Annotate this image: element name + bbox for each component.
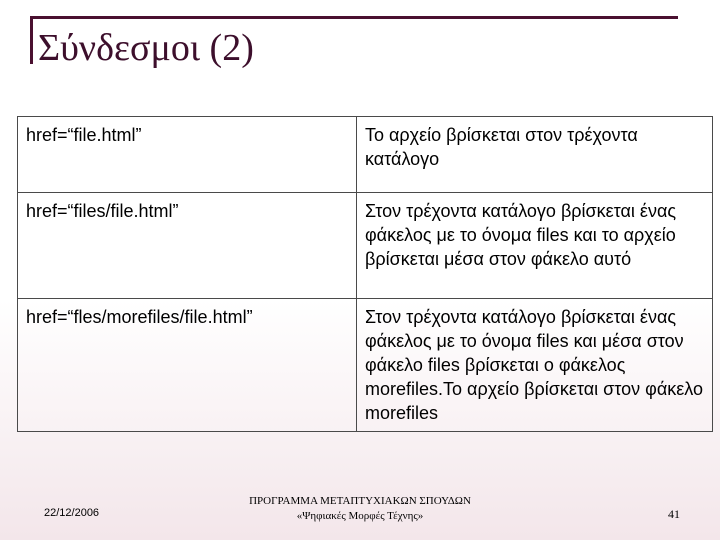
title-frame-top-rule — [30, 16, 678, 19]
page-number: 41 — [668, 507, 680, 521]
table-row — [18, 299, 713, 432]
description-cell: Στον τρέχοντα κατάλογο βρίσκεται ένας φάκελος με το όνομα files και μέσα στον φάκελο files βρίσκεται ο φάκελος morefiles.Το αρχείο βρίσκεται στον φάκελο morefiles — [357, 299, 713, 432]
path-cell: href=“fles/morefiles/file.html” — [18, 299, 357, 432]
table-row — [18, 193, 713, 299]
table-row — [18, 117, 713, 193]
path-cell: href=“files/file.html” — [18, 193, 357, 299]
footer-program-title: ΠΡΟΓΡΑΜΜΑ ΜΕΤΑΠΤΥΧΙΑΚΩΝ ΣΠΟΥΔΩΝ — [249, 495, 471, 507]
description-cell: Στον τρέχοντα κατάλογο βρίσκεται ένας φάκελος με το όνομα files και το αρχείο βρίσκεται μέσα στον φάκελο αυτό — [357, 193, 713, 299]
title-frame-left-rule — [30, 16, 33, 64]
links-table — [17, 116, 713, 432]
slide-title: Σύνδεσμοι (2) — [38, 27, 254, 69]
footer-program-subtitle: «Ψηφιακές Μορφές Τέχνης» — [296, 510, 424, 522]
footer-date: 22/12/2006 — [44, 507, 100, 519]
footer-program — [212, 494, 508, 524]
description-cell: Το αρχείο βρίσκεται στον τρέχοντα κατάλογο — [357, 117, 713, 193]
path-cell: href=“file.html” — [18, 117, 357, 193]
